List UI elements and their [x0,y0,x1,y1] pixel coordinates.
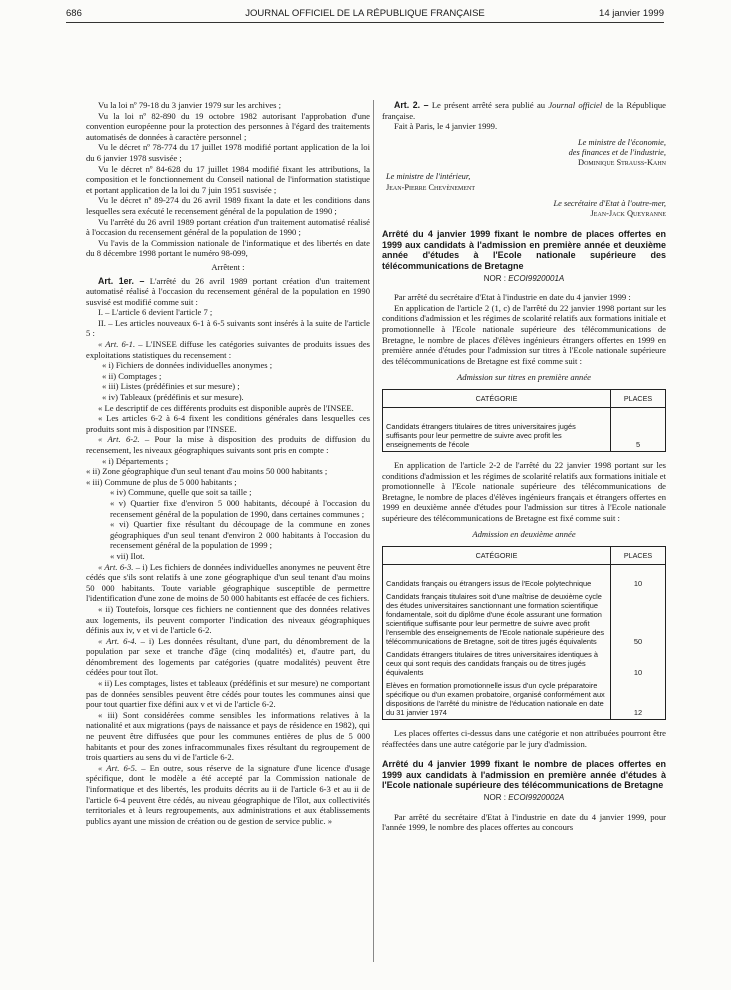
visa: Vu la loi nº 79-18 du 3 janvier 1979 sur les archives ; [98,100,282,110]
table-row [383,407,666,451]
list-item: « vii) Ilot. [110,550,145,561]
visa: Vu l'arrêté du 26 avril 1989 portant création d'un traitement automatisé réalisé à l'occasion du recensement général de la population de 1990 ; [86,216,370,238]
decree-title-2: Arrêté du 4 janvier 1999 fixant le nombre de places offertes en 1999 aux candidats à l'admission en première année d'études à l'Ecole nationale supérieure des télécommunications de Bretagne [382,759,666,791]
article-6-3: « Art. 6-3. – i) Les fichiers de données individuelles anonymes ne peuvent être cédés que s'ils sont relatifs à une zone géographique d'un seul tenant d'au moins 50 000 habitants. Toute variable géographique susceptible de permettre l'identification d'une zone de moins de 50 000 habitants est effacée de ces fichiers. [86,561,371,604]
signatory-name: Dominique Strauss-Kahn [578,158,666,168]
column-header-categorie: CATÉGORIE [383,389,611,407]
column-header-places: PLACES [611,389,666,407]
table-1-caption: Admission sur titres en première année [457,372,591,383]
table-header-row [383,389,666,407]
table-cell-category: Candidats étrangers titulaires de titres universitaires identiques à ceux qui sont requis des candidats français ou de titres jugés équivalents [383,648,611,679]
visa: Vu le décret nº 89-274 du 26 avril 1989 fixant la date et les conditions dans lesquelles sera exécuté le recensement général de la population de 1990 ; [86,195,370,216]
signature-block-interieur: Le ministre de l'intérieur, Jean-Pierre Chevènement [382,172,666,192]
table-cell-category: Candidats français titulaires soit d'une maîtrise de deuxième cycle des études universitaires sanctionnant une formation scientifique fondamentale, soit du diplôme d'une école assurant une formation scientifique suffisante pour leur permettre de suivre avec profit l'ensemble des enseignements de l'Ecole nationale supérieure des télécommunications de Bretagne, soit de titres jugés équivalents [383,590,611,648]
table-cell-category: Candidats français ou étrangers issus de l'Ecole polytechnique [383,565,611,591]
column-header-places: PLACES [611,547,666,565]
list-item: « i) Départements ; [102,455,169,466]
header-rule [66,22,664,23]
table-2 [382,546,666,720]
left-column [86,100,370,826]
article-1-label: Art. 1er. – [98,275,145,286]
list-item: « iv) Commune, quelle que soit sa taille ; [110,487,252,498]
paragraph: « ii) Toutefois, lorsque ces fichiers ne contiennent que des données relatives aux logements, ils peuvent comporter l'indication des niveaux géographiques définis aux iv, v et vi de l'article 6-2. [86,603,370,636]
table-row [383,679,666,720]
list-item: « v) Quartier fixe d'environ 5 000 habitants, découpé à l'occasion du recensement général de la population de 1990, dans certaines communes ; [110,497,370,519]
nor-reference-2: NOR : ECOI9920002A [483,793,565,803]
visa: Vu la loi nº 82-890 du 19 octobre 1982 autorisant l'approbation d'une convention européenne pour la protection des personnes à l'égard des traitements automatisés de données à caractère personnel ; [86,110,370,142]
paragraph: En application de l'article 2 (1, c) de l'arrêté du 22 janvier 1998 portant sur les conditions d'admission et les régimes de scolarité relatifs aux formations initiale et promotionnelle à l'Ecole nationale supérieure des télécommunications de Bretagne, le nombre de places d'élèves ingénieurs étrangers offertes en 1999 en première année d'études pour l'admission sur titres à l'Ecole nationale supérieure des télécommunications de Bretagne est fixé comme suit : [382,302,666,366]
paragraph: « Les articles 6-2 à 6-4 fixent les conditions générales dans lesquelles ces produits sont mis à disposition par l'INSEE. [86,413,370,434]
paragraph: En application de l'article 2-2 de l'arrêté du 22 janvier 1998 portant sur les conditions d'admission et les régimes de scolarité relatifs aux formations initiale et promotionnelle à l'Ecole nationale supérieure des télécommunications de Bretagne, le nombre de places d'élèves ingénieurs français et étrangers offertes en 1999 en deuxième année d'études pour l'admission sur titres à l'Ecole nationale supérieure des télécommunications de Bretagne est fixé comme suit : [382,459,666,523]
article-6-1: « Art. 6-1. – L'INSEE diffuse les catégories suivantes de produits issues des exploitations statistiques du recensement : [86,339,371,360]
table-header-row [383,547,666,565]
list-item: « ii) Comptages ; [102,370,162,381]
table-cell-places: 10 [611,565,666,591]
signature-block-economie: Le ministre de l'économie, des finances et de l'industrie, Dominique Strauss-Kahn [382,138,666,169]
table-row [383,565,666,591]
article-1-item-2: II. – Les articles nouveaux 6-1 à 6-5 suivants sont insérés à la suite de l'article 5 : [86,317,370,339]
signatory-name: Jean-Pierre Chevènement [386,182,476,192]
table-cell-places: 10 [611,648,666,679]
paragraph: « iii) Sont considérées comme sensibles les informations relatives à la nationalité et aux migrations (pays de naissance et pays de résidence en 1982), qui ne peuvent être diffusées que pour les communes entières de plus de 5 000 habitants et pour des zones infracommunales fixes résultant du regroupement de trois quartiers au sens du vi de l'article 6-2. [86,709,370,763]
arretent-heading: Arrêtent : [211,261,245,272]
article-1-item-1: I. – L'article 6 devient l'article 7 ; [98,307,213,318]
article-1: Art. 1er. – L'arrêté du 26 avril 1989 portant création d'un traitement automatisé réalisé à l'occasion du recensement général de la population en 1990 susvisé est modifié comme suit : [86,275,370,307]
table-cell-places: 50 [611,590,666,648]
paragraph: « Le descriptif de ces différents produits est disponible auprès de l'INSEE. [98,402,354,413]
column-divider [373,100,374,962]
fait-a-paris: Fait à Paris, le 4 janvier 1999. [394,121,498,132]
paragraph: Par arrêté du secrétaire d'Etat à l'industrie en date du 4 janvier 1999, pour l'année 1999, le nombre des places offertes au concours [382,811,666,833]
table-cell-category: Candidats étrangers titulaires de titres universitaires jugés suffisants pour leur permettre de suivre avec profit les enseignements de l'école [383,407,611,451]
table-row [383,648,666,679]
list-item: « iv) Tableaux (prédéfinis et sur mesure). [102,392,244,403]
table-row [383,590,666,648]
nor-reference-1: NOR : ECOI9920001A [483,273,565,283]
journal-title: JOURNAL OFFICIEL DE LA RÉPUBLIQUE FRANÇAISE [245,8,485,19]
visa: Vu l'avis de la Commission nationale de l'informatique et des libertés en date du 8 décembre 1998 portant le numéro 98-099, [86,237,370,259]
article-6-4: « Art. 6-4. – i) Les données résultant, d'une part, du dénombrement de la population par sexe et tranche d'âge (cinq modalités) et, d'autre part, du dénombrement des logements par catégories (quatre modalités) peuvent être cédées pour tout îlot. [86,635,370,678]
article-2: Art. 2. – Le présent arrêté sera publié au Journal officiel de la République française. [382,100,666,121]
decree-title-1: Arrêté du 4 janvier 1999 fixant le nombre de places offertes en 1999 aux candidats à l'admission en première année et deuxième année d'études à l'Ecole nationale supérieure des télécommunications de Bretagne [382,229,666,271]
table-1 [382,389,666,452]
paragraph: Les places offertes ci-dessus dans une catégorie et non attribuées pourront être réaffectées dans une autre catégorie par le jury d'admission. [382,728,666,749]
table-cell-places: 5 [611,407,666,451]
page-number: 686 [66,8,82,19]
signatory-name: Jean-Jack Queyranne [590,209,666,218]
signature-block-outre-mer: Le secrétaire d'Etat à l'outre-mer, Jean-Jack Queyranne [382,199,666,219]
issue-date: 14 janvier 1999 [599,8,664,19]
table-2-caption: Admission en deuxième année [472,529,576,540]
table-cell-places: 12 [611,679,666,720]
column-header-categorie: CATÉGORIE [383,547,611,565]
list-item: « iii) Commune de plus de 5 000 habitants ; [86,476,237,487]
article-6-5: « Art. 6-5. – En outre, sous réserve de la signature d'une licence d'usage spécifique, dont le modèle a été accepté par la Commission nationale de l'informatique et des libertés, les produits décrits au ii de l'article 6-3 et au ii de l'article 6-4 peuvent être cédés, au niveau géographique de l'îlot, aux collectivités territoriales et à leurs regroupements, aux administrations et aux établissements publics ayant une mission de création ou de gestion de service public. » [86,762,370,826]
list-item: « vi) Quartier fixe résultant du découpage de la commune en zones géographiques d'un seul tenant d'environ 2 000 habitants à l'occasion du recensement général de la population de 1999 ; [110,519,370,551]
list-item: « iii) Listes (prédéfinies et sur mesure) ; [102,381,240,392]
right-column [382,100,666,833]
visa: Vu le décret nº 84-628 du 17 juillet 1984 modifié fixant les attributions, la composition et le fonctionnement du Conseil national de l'information statistique et portant application de la loi du 7 juin 1951 susvisée ; [86,163,370,195]
visa: Vu le décret nº 78-774 du 17 juillet 1978 modifié portant application de la loi du 6 janvier 1978 susvisée ; [86,142,370,163]
list-item: « ii) Zone géographique d'un seul tenant d'au moins 50 000 habitants ; [86,466,328,477]
paragraph: Par arrêté du secrétaire d'Etat à l'industrie en date du 4 janvier 1999 : [394,292,631,303]
list-item: « i) Fichiers de données individuelles anonymes ; [102,360,273,371]
table-cell-category: Elèves en formation promotionnelle issus d'un cycle préparatoire spécifique ou d'un examen probatoire, organisé conformément aux dispositions de l'arrêté du ministre de l'éducation nationale en date du 31 janvier 1974 [383,679,611,720]
article-6-2: « Art. 6-2. – Pour la mise à disposition des produits de diffusion du recensement, les niveaux géographiques suivants sont pris en compte : [86,434,370,455]
paragraph: « ii) Les comptages, listes et tableaux (prédéfinis et sur mesure) ne comportant pas de données sensibles peuvent être cédés pour toutes les communes ainsi que pour tout quartier fixe défini aux v et vi de l'article 6-2. [86,678,370,710]
